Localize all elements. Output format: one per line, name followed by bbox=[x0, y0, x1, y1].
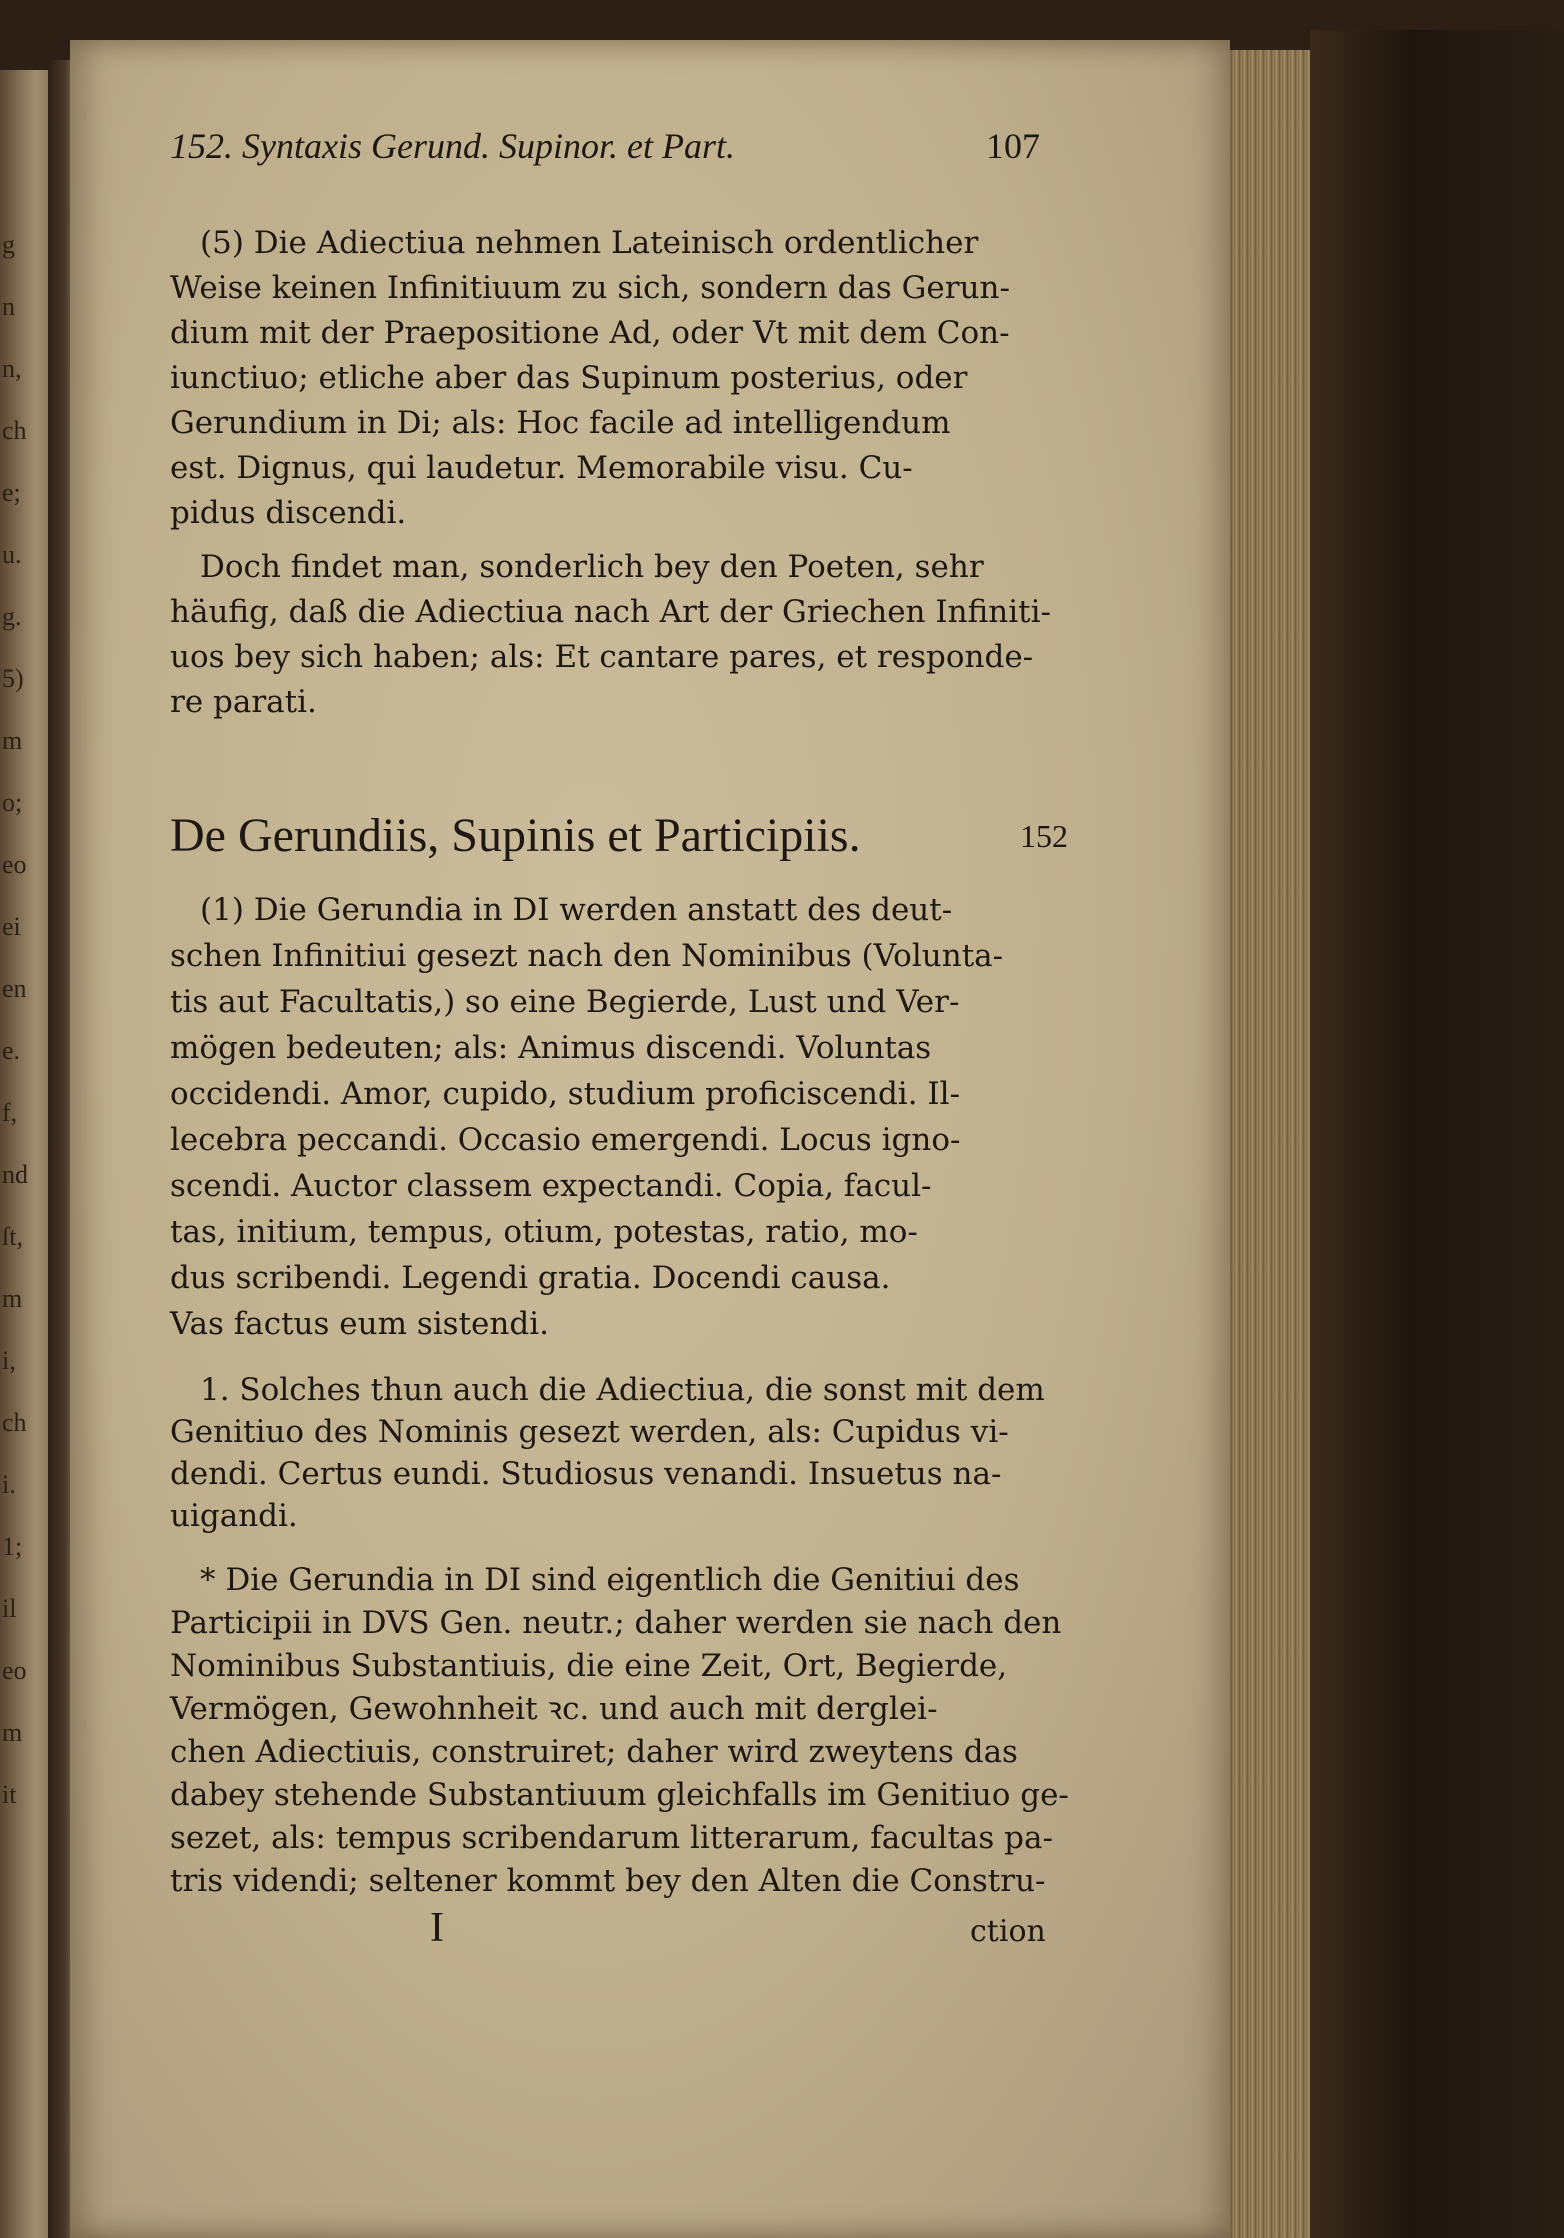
text-line: Nominibus Substantiuis, die eine Zeit, Ort, Begierde, bbox=[170, 1648, 1008, 1684]
previous-page-fragment: m bbox=[2, 1718, 23, 1747]
book-cover-edge bbox=[1310, 30, 1564, 2238]
previous-page-fragment: it bbox=[2, 1780, 17, 1809]
text-line: Vas factus eum sistendi. bbox=[170, 1306, 549, 1342]
text-line: dus scribendi. Legendi gratia. Docendi causa. bbox=[170, 1260, 891, 1296]
previous-page-fragment: n, bbox=[2, 354, 22, 383]
previous-page-fragment: m bbox=[2, 1284, 23, 1313]
previous-page-fragment: il bbox=[2, 1594, 17, 1623]
text-line: Doch findet man, sonderlich bey den Poeten, sehr bbox=[200, 549, 984, 585]
text-line: tas, initium, tempus, otium, potestas, ratio, mo- bbox=[170, 1214, 918, 1250]
previous-page-fragment: ch bbox=[2, 1408, 27, 1437]
section-heading: De Gerundiis, Supinis et Participiis. bbox=[170, 809, 861, 862]
previous-page-fragment: eo bbox=[2, 1656, 27, 1685]
catchword: ction bbox=[970, 1914, 1046, 1949]
page-number: 107 bbox=[986, 126, 1040, 166]
text-line: uigandi. bbox=[170, 1498, 298, 1534]
running-title: 152. Syntaxis Gerund. Supinor. et Part. bbox=[170, 126, 735, 166]
text-line: häufig, daß die Adiectiua nach Art der Griechen Infiniti- bbox=[170, 594, 1051, 630]
text-line: chen Adiectiuis, construiret; daher wird zweytens das bbox=[170, 1734, 1018, 1770]
text-line: (1) Die Gerundia in DI werden anstatt des deut- bbox=[200, 892, 953, 928]
text-line: mögen bedeuten; als: Animus discendi. Voluntas bbox=[170, 1030, 932, 1066]
text-line: Gerundium in Di; als: Hoc facile ad intelligendum bbox=[170, 405, 951, 441]
text-line: dabey stehende Substantiuum gleichfalls im Genitiuo ge- bbox=[170, 1777, 1069, 1813]
text-line: schen Infinitiui gesezt nach den Nominibus (Volunta- bbox=[170, 938, 1004, 974]
text-line: tis aut Facultatis,) so eine Begierde, Lust und Ver- bbox=[170, 984, 960, 1020]
text-line: lecebra peccandi. Occasio emergendi. Locus igno- bbox=[170, 1122, 961, 1158]
text-line: (5) Die Adiectiua nehmen Lateinisch ordentlicher bbox=[200, 225, 979, 261]
previous-page-fragment: o; bbox=[2, 788, 23, 817]
previous-page-fragment: ch bbox=[2, 416, 27, 445]
text-line: Genitiuo des Nominis gesezt werden, als: Cupidus vi- bbox=[170, 1414, 1009, 1450]
previous-page-fragment: nd bbox=[2, 1160, 28, 1189]
text-line: tris videndi; seltener kommt bey den Alten die Constru- bbox=[170, 1863, 1046, 1899]
previous-page-fragment: i, bbox=[2, 1346, 16, 1375]
previous-page-fragment: m bbox=[2, 726, 23, 755]
signature-mark: I bbox=[430, 1905, 444, 1951]
previous-page-fragment: n bbox=[2, 292, 15, 321]
previous-page-fragment: 1; bbox=[2, 1532, 23, 1561]
text-line: Vermögen, Gewohnheit ꝛc. und auch mit derglei- bbox=[170, 1691, 938, 1727]
previous-page-fragment: f, bbox=[2, 1098, 18, 1127]
text-line: iunctiuo; etliche aber das Supinum posterius, oder bbox=[170, 360, 968, 396]
previous-page-fragment: e; bbox=[2, 478, 21, 507]
text-line: * Die Gerundia in DI sind eigentlich die Genitiui des bbox=[200, 1562, 1020, 1598]
text-line: dendi. Certus eundi. Studiosus venandi. Insuetus na- bbox=[170, 1456, 1002, 1492]
text-line: 1. Solches thun auch die Adiectiua, die sonst mit dem bbox=[200, 1372, 1045, 1408]
previous-page-fragment: g. bbox=[2, 602, 22, 631]
text-line: occidendi. Amor, cupido, studium proficiscendi. Il- bbox=[170, 1076, 961, 1112]
text-line: dium mit der Praepositione Ad, oder Vt mit dem Con- bbox=[170, 315, 1010, 351]
previous-page-fragment: u. bbox=[2, 540, 22, 569]
text-line: est. Dignus, qui laudetur. Memorabile visu. Cu- bbox=[170, 450, 913, 486]
text-line: sezet, als: tempus scribendarum litterarum, facultas pa- bbox=[170, 1820, 1053, 1856]
text-line: uos bey sich haben; als: Et cantare pares, et responde- bbox=[170, 639, 1034, 675]
text-line: scendi. Auctor classem expectandi. Copia, facul- bbox=[170, 1168, 932, 1204]
text-line: pidus discendi. bbox=[170, 495, 407, 531]
text-line: re parati. bbox=[170, 684, 317, 720]
text-line: Weise keinen Infinitiuum zu sich, sondern das Gerun- bbox=[170, 270, 1010, 306]
margin-number: 152 bbox=[1020, 818, 1068, 854]
running-header bbox=[170, 125, 1050, 167]
previous-page-fragment: e. bbox=[2, 1036, 21, 1065]
previous-page-fragment: ſt, bbox=[2, 1222, 23, 1251]
previous-page-fragment: i. bbox=[2, 1470, 16, 1499]
previous-page-fragment: 5) bbox=[2, 664, 24, 693]
previous-page-fragment: en bbox=[2, 974, 27, 1003]
previous-page-fragment: eo bbox=[2, 850, 27, 879]
previous-page-fragment: g bbox=[2, 230, 15, 259]
previous-page-fragment: ei bbox=[2, 912, 21, 941]
text-line: Participii in DVS Gen. neutr.; daher werden sie nach den bbox=[170, 1605, 1062, 1641]
